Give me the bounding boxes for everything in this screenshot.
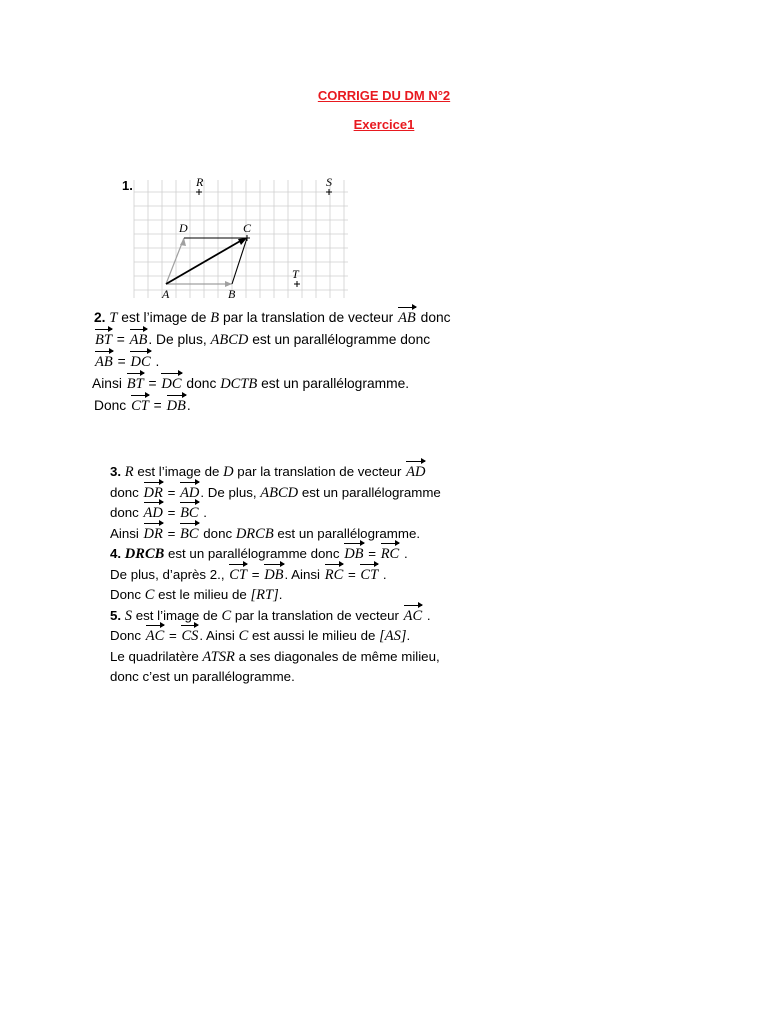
math: ABCD	[210, 332, 249, 348]
vector: DR	[143, 524, 164, 545]
line	[110, 626, 441, 647]
vector: CT	[130, 396, 150, 417]
text: donc	[186, 376, 217, 391]
vector: BT	[126, 374, 145, 395]
vector: AD	[405, 462, 426, 483]
text: .	[278, 587, 283, 602]
text: .	[186, 398, 191, 413]
vector: AB	[94, 352, 114, 373]
text: =	[148, 376, 157, 391]
text: .	[203, 505, 207, 520]
text: est l’image de	[135, 607, 218, 623]
math: ATSR	[202, 648, 235, 665]
text: .	[426, 607, 431, 623]
question-number: 2.	[94, 310, 106, 325]
text: =	[117, 354, 126, 369]
text: est l’image de	[121, 310, 207, 325]
math: C	[144, 587, 155, 603]
math: DRCB	[124, 546, 165, 562]
point-label-t: T	[292, 267, 299, 281]
vector: BC	[179, 524, 200, 545]
math: [AS]	[379, 628, 407, 644]
question-number: 4.	[110, 546, 122, 561]
vector: DB	[343, 544, 364, 565]
answer-3-4-5	[110, 462, 441, 688]
vector: BT	[94, 330, 113, 351]
vector: BC	[179, 503, 200, 524]
parallelogram-figure	[112, 172, 352, 302]
text: par la translation de vecteur	[222, 310, 394, 325]
math: DRCB	[235, 525, 274, 542]
text: est aussi le milieu de	[251, 628, 376, 643]
text: . Ainsi	[284, 566, 321, 582]
vector: DC	[129, 352, 151, 373]
vector: CT	[228, 565, 248, 586]
question-1-number: 1.	[122, 178, 133, 193]
math: C	[221, 607, 232, 624]
text: =	[167, 525, 176, 541]
point-label-d: D	[179, 221, 188, 235]
exercise-title: Exercice1	[353, 117, 415, 132]
text: =	[168, 628, 177, 643]
vector: DB	[263, 565, 284, 586]
math: [RT]	[250, 587, 279, 603]
line	[110, 565, 441, 586]
text: est un parallélogramme	[301, 484, 441, 500]
question-number: 3.	[110, 464, 122, 479]
text: =	[251, 566, 260, 582]
text: =	[368, 546, 376, 561]
text: est un parallélogramme donc	[252, 332, 431, 347]
text: =	[153, 398, 162, 413]
vector: AD	[179, 483, 200, 504]
text: .	[406, 628, 411, 643]
math: T	[109, 310, 118, 326]
text: .	[403, 546, 408, 561]
text: est un parallélogramme.	[261, 376, 410, 391]
line	[94, 351, 451, 373]
vector: AC	[145, 626, 166, 647]
text: . De plus,	[200, 484, 257, 500]
text: =	[347, 566, 356, 582]
math: B	[210, 310, 220, 326]
line	[94, 395, 451, 417]
text: donc	[110, 505, 139, 520]
math: C	[238, 628, 249, 644]
text: donc	[110, 484, 139, 500]
line	[110, 585, 441, 606]
math: DCTB	[220, 376, 258, 392]
text: est un parallélogramme.	[277, 525, 421, 541]
text: par la translation de vecteur	[237, 464, 402, 479]
text: Donc	[94, 398, 127, 413]
text: Ainsi	[110, 525, 139, 541]
vector: AC	[403, 606, 424, 627]
line	[110, 524, 441, 545]
answer-2	[94, 307, 451, 417]
text: est un parallélogramme donc	[168, 546, 340, 561]
line	[110, 647, 441, 668]
text: est l’image de	[137, 464, 220, 479]
text: =	[167, 505, 176, 520]
vector: DC	[160, 374, 182, 395]
text: Ainsi	[92, 376, 122, 391]
vector: DR	[143, 483, 164, 504]
text: .	[382, 566, 387, 582]
text: .	[155, 354, 160, 369]
text: Le quadrilatère	[110, 648, 199, 664]
vector: DB	[166, 396, 187, 417]
text: . De plus,	[148, 332, 207, 347]
line	[110, 667, 441, 688]
text: Donc	[110, 587, 142, 602]
text: par la translation de vecteur	[234, 607, 399, 623]
question-number: 5.	[110, 607, 122, 623]
text: . Ainsi	[199, 628, 235, 643]
vector: AB	[397, 308, 417, 329]
vector: AD	[143, 503, 164, 524]
line	[110, 544, 441, 565]
point-label-c: C	[243, 221, 252, 235]
vector: AB	[129, 330, 149, 351]
math: ABCD	[260, 484, 299, 501]
vector: CT	[359, 565, 379, 586]
vector: RC	[324, 565, 345, 586]
text: De plus, d’après 2.,	[110, 566, 225, 582]
vector: RC	[380, 544, 401, 565]
math: S	[124, 607, 133, 624]
text: donc	[203, 525, 233, 541]
math: D	[223, 464, 234, 480]
text: =	[116, 332, 125, 347]
page-title: CORRIGE DU DM N°2	[317, 88, 451, 103]
point-label-s: S	[326, 175, 332, 189]
text: est le milieu de	[158, 587, 247, 602]
point-label-b: B	[228, 287, 236, 301]
vector: CS	[180, 626, 199, 647]
text: donc c’est un parallélogramme.	[110, 669, 295, 684]
text: donc	[420, 310, 451, 325]
text: =	[167, 484, 176, 500]
point-label-r: R	[196, 175, 204, 189]
text: Donc	[110, 628, 142, 643]
point-label-a: A	[162, 287, 170, 301]
text: a ses diagonales de même milieu,	[238, 648, 440, 664]
math: R	[124, 464, 134, 480]
